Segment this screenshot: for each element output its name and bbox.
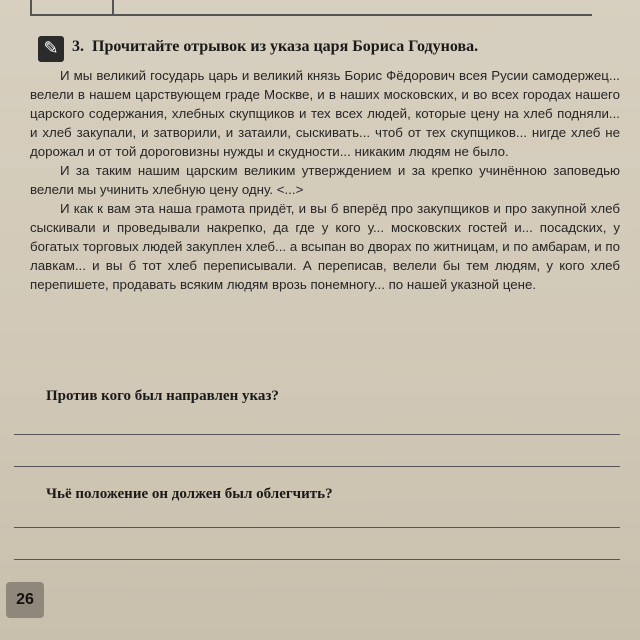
- table-fragment: [30, 0, 592, 16]
- task-title: Прочитайте отрывок из указа царя Бориса Годунова.: [92, 38, 479, 55]
- decree-excerpt: [30, 66, 620, 294]
- task-heading: [72, 38, 612, 56]
- answer-line[interactable]: [14, 466, 620, 467]
- question-2: Чьё положение он должен был облегчить?: [46, 486, 333, 502]
- pencil-task-icon: ✎: [38, 36, 64, 62]
- answer-line[interactable]: [14, 434, 620, 435]
- excerpt-paragraph: И за таким нашим царским великим утверждением и за крепко учинённою заповедью велели мы учинить хлебную цену одну. <...>: [30, 163, 620, 197]
- page-number: 26: [16, 591, 34, 608]
- table-divider: [112, 0, 114, 14]
- excerpt-paragraph: И как к вам эта наша грамота придёт, и вы б вперёд про закупщиков и про закупной хлеб сыскивали и проведывали накрепко, да где у кого у... московских гостей и... посадских, у богатых торговых людей закуплен хлеб... а всыпан во дворах по житницам, и по амбарам, и по лавкам... и вы б тот хлеб переписывали. А переписав, велели бы тем людям, у кого хлеб перепишете, продавать всяким людям врозь понемногу... по нашей указной цене.: [30, 201, 620, 292]
- answer-line[interactable]: [14, 527, 620, 528]
- task-number: 3.: [72, 38, 84, 55]
- page-number-badge: [6, 582, 44, 618]
- excerpt-paragraph: И мы великий государь царь и великий князь Борис Фёдорович всея Русии самодержец... велели в нашем царствующем граде Москве, и в наших московских, и во всех городах нашего царского содержания, хлебных скупщиков и тех всех людей, которые цену на хлеб подняли... и хлеб закупали, и затворили, и затаили, сыскивать... чтоб от тех скупщиков... нигде хлеб не дорожал и от той дороговизны нужды и скудности... никаким людям не было.: [30, 68, 620, 159]
- question-1: Против кого был направлен указ?: [46, 388, 279, 404]
- answer-line[interactable]: [14, 559, 620, 560]
